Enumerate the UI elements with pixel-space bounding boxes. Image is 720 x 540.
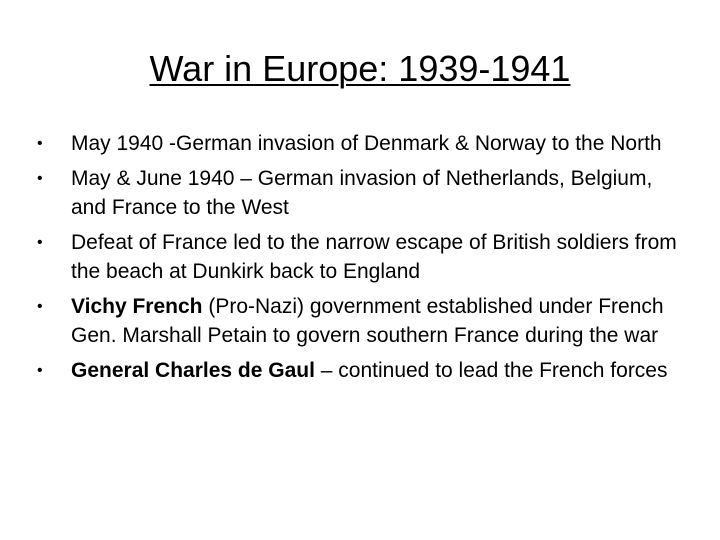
bullet-text: May 1940 -German invasion of Denmark & Norway to the North	[71, 132, 662, 155]
bullet-item	[37, 164, 687, 222]
bullet-item	[37, 356, 687, 385]
bullet-item	[37, 228, 687, 286]
bullet-point-icon: •	[37, 362, 43, 379]
bullet-bold-text: Vichy French	[71, 295, 203, 318]
bullet-point-icon: •	[37, 135, 43, 152]
bullet-text: (Pro-Nazi) government established under French Gen. Marshall Petain to govern southern France during the war	[71, 295, 664, 347]
bullet-text: May & June 1940 – German invasion of Netherlands, Belgium, and France to the West	[71, 167, 653, 219]
bullet-point-icon: •	[37, 170, 43, 187]
bullet-point-icon: •	[37, 298, 43, 315]
slide-title: War in Europe: 1939-1941	[149, 48, 571, 89]
bullet-point-icon: •	[37, 234, 43, 251]
bullet-text: – continued to lead the French forces	[314, 359, 668, 382]
bullet-bold-text: General Charles de Gaul	[71, 359, 315, 382]
bullet-list	[37, 129, 687, 391]
bullet-item	[37, 292, 687, 350]
bullet-text: Defeat of France led to the narrow escape of British soldiers from the beach at Dunkirk back to England	[71, 231, 677, 283]
bullet-item	[37, 129, 687, 158]
